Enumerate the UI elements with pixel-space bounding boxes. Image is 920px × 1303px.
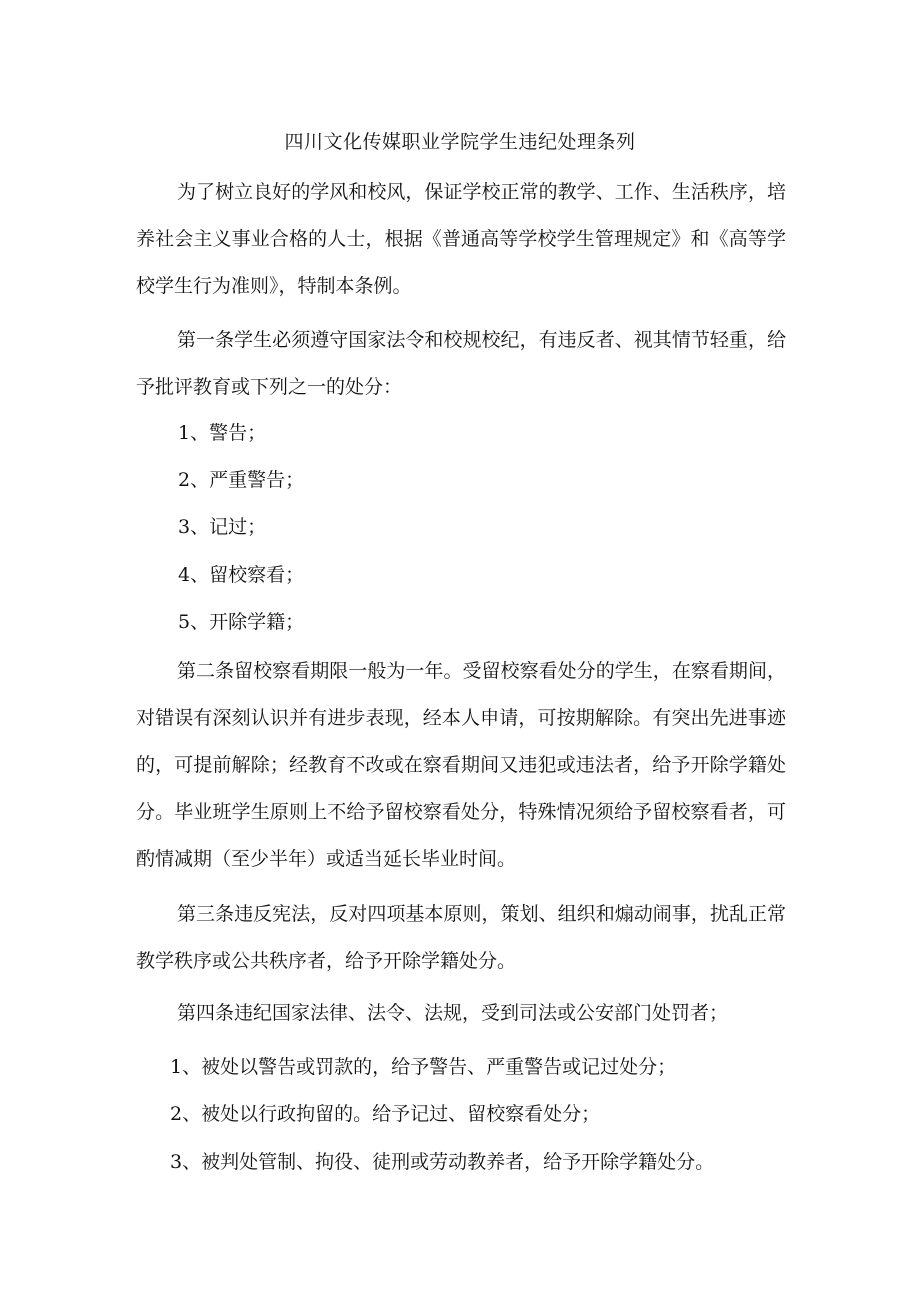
article-4-item-3: 3、被判处管制、拘役、徒刑或劳动教养者，给予开除学籍处分。 [170, 1151, 715, 1173]
intro-paragraph: 为了树立良好的学风和校风，保证学校正常的教学、工作、生活秩序，培养社会主义事业合格的人士，根据《普通高等学校学生管理规定》和《高等学校学生行为准则》，特制本条例。 [136, 181, 786, 297]
article-1-paragraph: 第一条学生必须遵守国家法令和校规校纪，有违反者、视其情节轻重，给予批评教育或下列之一的处分： [136, 329, 786, 398]
article-1-item-1: 1、警告； [178, 422, 267, 444]
article-4-item-2: 2、被处以行政拘留的。给予记过、留校察看处分； [170, 1103, 601, 1125]
article-4-paragraph: 第四条违纪国家法律、法令、法规，受到司法或公安部门处罚者； [177, 1002, 729, 1024]
document-title: 四川文化传媒职业学院学生违纪处理条列 [284, 131, 636, 153]
article-1-item-4: 4、留校察看； [178, 564, 305, 586]
article-1-item-3: 3、记过； [178, 516, 267, 538]
article-1-item-5: 5、开除学籍； [178, 611, 305, 633]
article-1-item-2: 2、严重警告； [178, 469, 305, 491]
article-4-item-1: 1、被处以警告或罚款的，给予警告、严重警告或记过处分； [170, 1056, 677, 1078]
article-3-paragraph: 第三条违反宪法，反对四项基本原则，策划、组织和煽动闹事，扰乱正常教学秩序或公共秩序者，给予开除学籍处分。 [136, 903, 786, 972]
article-2-paragraph: 第二条留校察看期限一般为一年。受留校察看处分的学生，在察看期间，对错误有深刻认识并有进步表现，经本人申请，可按期解除。有突出先进事迹的，可提前解除；经教育不改或在察看期间又违犯或违法者，给予开除学籍处分。毕业班学生原则上不给予留校察看处分，特殊情况须给予留校察看者，可酌情减期（至少半年）或适当延长毕业时间。 [136, 660, 786, 870]
